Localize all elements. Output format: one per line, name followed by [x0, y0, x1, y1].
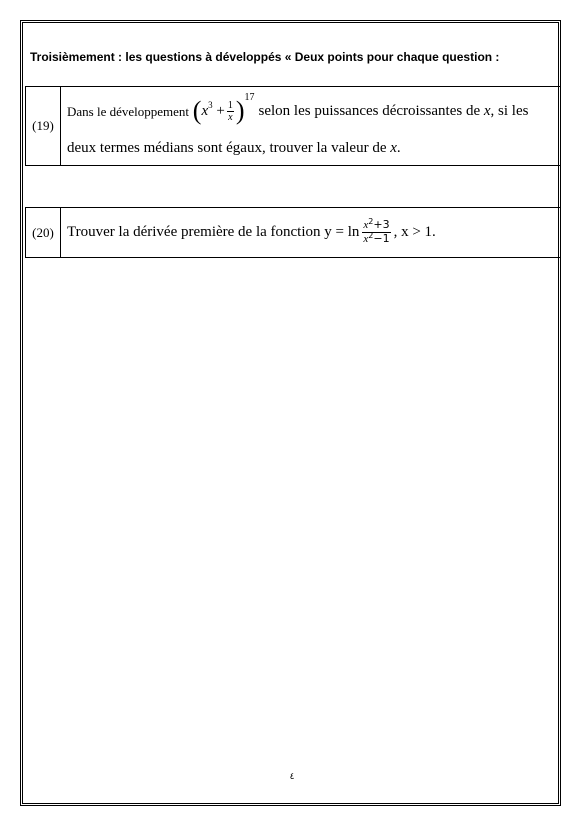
fraction-denominator: x — [228, 111, 233, 123]
math-base: x — [363, 233, 369, 245]
math-term: −1 — [373, 232, 390, 245]
fraction-numerator — [362, 219, 390, 233]
question-line — [67, 135, 554, 161]
math-fraction — [362, 219, 390, 245]
math-base: x — [201, 102, 209, 119]
question-line — [67, 93, 554, 129]
math-exponent: 2 — [368, 231, 374, 240]
question-number: (19) — [26, 87, 61, 165]
math-base: x — [363, 219, 369, 232]
question-intro: Dans le développement — [67, 103, 190, 119]
math-plus: + — [216, 102, 225, 119]
math-term: +3 — [373, 218, 390, 232]
close-paren: ) — [235, 96, 245, 125]
fraction-numerator: 1 — [227, 99, 233, 111]
outer-exponent: 17 — [244, 92, 255, 103]
question-text: Trouver la dérivée première de la fonction y = ln — [67, 224, 360, 240]
page-number: ٤ — [289, 772, 295, 782]
math-fraction — [227, 100, 234, 123]
open-paren: ( — [192, 96, 202, 125]
question-text: deux termes médians sont égaux, trouver la valeur de — [67, 139, 387, 156]
fraction-denominator — [363, 233, 389, 246]
question-text: , x > 1. — [393, 224, 436, 240]
question-20 — [25, 207, 561, 258]
question-text: , si les — [490, 102, 529, 119]
math-exponent: 2 — [368, 217, 374, 227]
question-text: selon les puissances décroissantes de — [258, 102, 481, 119]
question-number: (20) — [26, 208, 61, 257]
question-19 — [25, 86, 561, 166]
math-variable: x — [483, 102, 491, 119]
question-body — [61, 208, 560, 257]
section-heading: Troisièmement : les questions à développés « Deux points pour chaque question : — [30, 50, 500, 64]
question-text: . — [396, 139, 401, 156]
math-variable: x — [390, 139, 397, 156]
math-exponent: 3 — [208, 99, 213, 110]
question-body — [61, 87, 560, 165]
